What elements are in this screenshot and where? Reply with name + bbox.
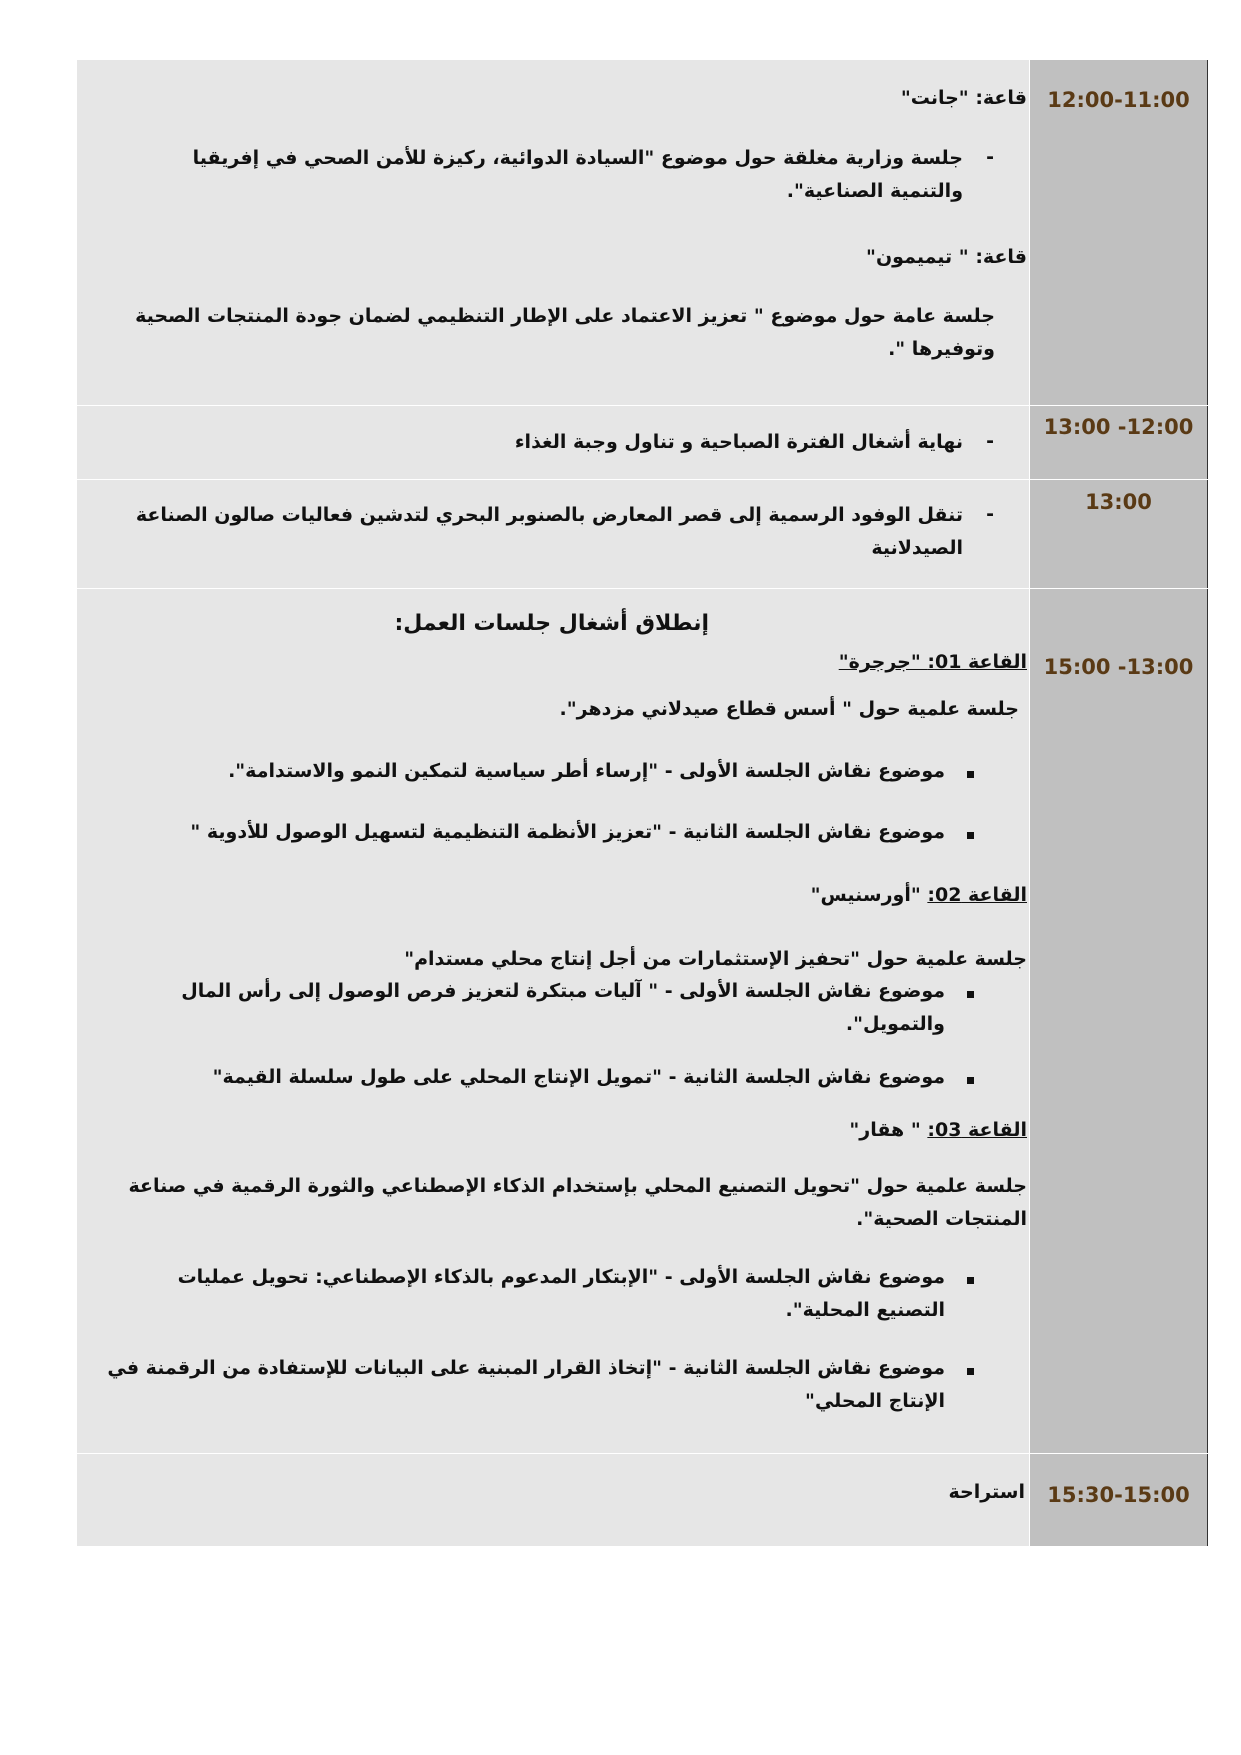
hall-name: "جرجرة": [838, 651, 928, 673]
topic-text: موضوع نقاش الجلسة الثانية - "تمويل الإنتاج المحلي على طول سلسلة القيمة": [212, 1066, 945, 1088]
session-text: جلسة علمية حول "تحويل التصنيع المحلي بإستخدام الذكاء الإصطناعي والثورة الرقمية في صناعة المنتجات الصحية".: [128, 1175, 1027, 1230]
hall-name: "أورسنيس": [810, 884, 928, 906]
row-text: استراحة: [948, 1481, 1025, 1503]
topic-text: موضوع نقاش الجلسة الثانية - "إتخاذ القرار المبنية على البيانات للإستفادة من الرقمنة في الإنتاج المحلي": [107, 1357, 945, 1412]
row-content: [77, 406, 1029, 479]
session-text: جلسة علمية حول " أسس قطاع صيدلاني مزدهر".: [559, 698, 1019, 720]
topic-text: موضوع نقاش الجلسة الأولى - "إرساء أطر سياسية لتمكين النمو والاستدامة".: [228, 760, 945, 782]
row-content: [77, 1454, 1029, 1546]
row-11-12: [77, 60, 1208, 405]
time-cell: [1030, 589, 1208, 1453]
hall-number: القاعة 01:: [927, 651, 1027, 673]
hall-name: " هقار": [849, 1119, 928, 1141]
hall-number: القاعة 02:: [927, 884, 1027, 906]
topic-text: موضوع نقاش الجلسة الأولى - " آليات مبتكرة لتعزيز فرص الوصول إلى رأس المال والتمويل".: [181, 980, 945, 1035]
time-cell: [1030, 1454, 1208, 1546]
bullet-marker: [967, 1077, 974, 1084]
time-cell: [1030, 60, 1208, 405]
topic-text: موضوع نقاش الجلسة الأولى - "الإبتكار المدعوم بالذكاء الإصطناعي: تحويل عمليات التصنيع المحلية".: [177, 1266, 945, 1321]
time-label: 12:00-11:00: [1047, 88, 1190, 112]
time-label: 15:30-15:00: [1047, 1483, 1190, 1507]
session-text: جلسة علمية حول "تحفيز الإستثمارات من أجل إنتاج محلي مستدام": [404, 948, 1027, 970]
hall-label: [849, 1114, 1027, 1147]
time-cell: [1030, 406, 1208, 479]
dash-marker: -: [986, 430, 994, 452]
bullet-marker: [967, 1277, 974, 1284]
dash-marker: -: [986, 146, 994, 168]
row-13: [77, 480, 1208, 588]
row-content: [77, 480, 1029, 588]
session-text: جلسة وزارية مغلقة حول موضوع "السيادة الدوائية، ركيزة للأمن الصحي في إفريقيا والتنمية الصناعية".: [192, 147, 963, 202]
time-label: 13:00 -12:00: [1043, 415, 1194, 439]
row-text: تنقل الوفود الرسمية إلى قصر المعارض بالصنوبر البحري لتدشين فعاليات صالون الصناعة الصيدلانية: [135, 504, 963, 559]
bullet-marker: [967, 832, 974, 839]
dash-marker: -: [986, 503, 994, 525]
section-heading: إنطلاق أشغال جلسات العمل:: [394, 611, 709, 636]
time-label: 13:00: [1085, 490, 1152, 514]
bullet-marker: [967, 1368, 974, 1375]
bullet-marker: [967, 991, 974, 998]
hall-label: [839, 646, 1027, 679]
row-text: نهاية أشغال الفترة الصباحية و تناول وجبة الغذاء: [514, 431, 963, 453]
row-12-13: [77, 406, 1208, 479]
hall-number: القاعة 03:: [927, 1119, 1027, 1141]
hall-label: قاعة: "جانت": [900, 87, 1027, 109]
row-15-1530: [77, 1454, 1208, 1546]
bullet-marker: [967, 771, 974, 778]
row-13-15: [77, 589, 1208, 1453]
row-content: [77, 589, 1029, 1453]
row-content: [77, 60, 1029, 405]
hall-label: [811, 879, 1027, 912]
session-text: جلسة عامة حول موضوع " تعزيز الاعتماد على الإطار التنظيمي لضمان جودة المنتجات الصحية وتوفيرها ".: [135, 305, 995, 360]
time-cell: [1030, 480, 1208, 588]
topic-text: موضوع نقاش الجلسة الثانية - "تعزيز الأنظمة التنظيمية لتسهيل الوصول للأدوية ": [190, 821, 945, 843]
time-label: 15:00 -13:00: [1043, 655, 1194, 679]
hall-label: قاعة: " تيميمون": [866, 246, 1027, 268]
